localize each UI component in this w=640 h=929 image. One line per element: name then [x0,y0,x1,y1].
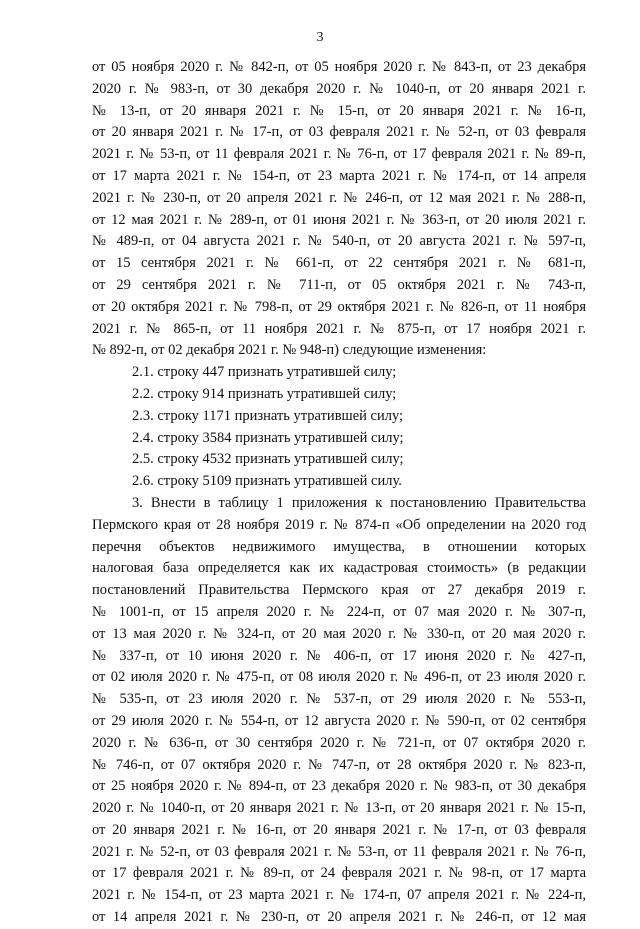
document-body [92,57,586,929]
page-number: 3 [316,30,324,45]
text-line: от 17 февраля 2021 г. № 89-п, от 24 февраля 2021 г. № 98-п, от 17 марта [92,865,586,882]
text-line: № 1001-п, от 15 апреля 2020 г. № 224-п, от 07 мая 2020 г. № 307-п, [92,603,586,620]
text-line: 3. Внести в таблицу 1 приложения к постановлению Правительства [132,494,586,511]
text-line: № 746-п, от 07 октября 2020 г. № 747-п, от 28 октября 2020 г. № 823-п, [92,756,586,773]
text-line: 2021 г. № 52-п, от 03 февраля 2021 г. № 53-п, от 11 февраля 2021 г. № 76-п, [92,843,586,860]
text-line: перечня объектов недвижимого имущества, в отношении которых [92,538,586,555]
text-line: № 489-п, от 04 августа 2021 г. № 540-п, от 20 августа 2021 г. № 597-п, [92,233,586,250]
text-line: Пермского края от 28 ноября 2019 г. № 874-п «Об определении на 2020 год [92,516,586,533]
text-line: от 20 октября 2021 г. № 798-п, от 29 октября 2021 г. № 826-п, от 11 ноября [92,298,586,315]
paragraph-amendments-list [92,57,586,362]
text-line: от 29 июля 2020 г. № 554-п, от 12 августа 2020 г. № 590-п, от 02 сентября [92,712,586,729]
numbered-items [92,362,586,493]
paragraph-item-3 [92,493,586,929]
list-item: 2.6. строку 5109 признать утратившей силу. [132,473,402,490]
list-item: 2.1. строку 447 признать утратившей силу; [132,364,397,381]
text-line: от 25 ноября 2020 г. № 894-п, от 23 декабря 2020 г. № 983-п, от 30 декабря [92,778,586,795]
text-line: от 02 июля 2020 г. № 475-п, от 08 июля 2020 г. № 496-п, от 23 июля 2020 г. [92,669,586,686]
text-line: от 20 января 2021 г. № 17-п, от 03 февраля 2021 г. № 52-п, от 03 февраля [92,124,586,141]
text-line: от 12 мая 2021 г. № 289-п, от 01 июня 2021 г. № 363-п, от 20 июля 2021 г. [92,211,586,228]
text-line: постановлений Правительства Пермского края от 27 декабря 2019 г. [92,582,586,599]
text-line: № 13-п, от 20 января 2021 г. № 15-п, от 20 января 2021 г. № 16-п, [92,102,586,119]
text-line: от 17 марта 2021 г. № 154-п, от 23 марта 2021 г. № 174-п, от 14 апреля [92,167,586,184]
list-item: 2.3. строку 1171 признать утратившей силу; [132,407,404,424]
text-line: налоговая база определяется как их кадастровая стоимость» (в редакции [92,560,586,577]
text-line: 2021 г. № 53-п, от 11 февраля 2021 г. № 76-п, от 17 февраля 2021 г. № 89-п, [92,146,586,163]
text-line: 2021 г. № 865-п, от 11 ноября 2021 г. № 875-п, от 17 ноября 2021 г. [92,320,586,337]
list-item: 2.4. строку 3584 признать утратившей силу; [132,429,404,446]
list-item: 2.5. строку 4532 признать утратившей силу; [132,451,404,468]
text-line: № 535-п, от 23 июля 2020 г. № 537-п, от 29 июля 2020 г. № 553-п, [92,691,586,708]
text-line: от 20 января 2021 г. № 16-п, от 20 января 2021 г. № 17-п, от 03 февраля [92,821,586,838]
list-item: 2.2. строку 914 признать утратившей силу; [132,385,397,402]
text-line: от 14 апреля 2021 г. № 230-п, от 20 апреля 2021 г. № 246-п, от 12 мая [92,909,586,926]
text-line: 2020 г. № 983-п, от 30 декабря 2020 г. № 1040-п, от 20 января 2021 г. [92,80,586,97]
text-line: от 05 ноября 2020 г. № 842-п, от 05 ноября 2020 г. № 843-п, от 23 декабря [92,59,586,75]
text-line: 2021 г. № 230-п, от 20 апреля 2021 г. № 246-п, от 12 мая 2021 г. № 288-п, [92,189,586,206]
text-line: от 13 мая 2020 г. № 324-п, от 20 мая 2020 г. № 330-п, от 20 мая 2020 г. [92,625,586,642]
text-line: № 892-п, от 02 декабря 2021 г. № 948-п) следующие изменения: [92,342,487,359]
text-line: 2021 г. № 154-п, от 23 марта 2021 г. № 174-п, 07 апреля 2021 г. № 224-п, [92,887,586,904]
text-line: 2020 г. № 636-п, от 30 сентября 2020 г. № 721-п, от 07 октября 2020 г. [92,734,586,751]
text-line: от 29 сентября 2021 г. № 711-п, от 05 октября 2021 г. № 743-п, [92,276,586,293]
text-line: 2020 г. № 1040-п, от 20 января 2021 г. № 13-п, от 20 января 2021 г. № 15-п, [92,800,586,817]
text-line: от 15 сентября 2021 г. № 661-п, от 22 сентября 2021 г. № 681-п, [92,255,586,272]
text-line: № 337-п, от 10 июня 2020 г. № 406-п, от 17 июня 2020 г. № 427-п, [92,647,586,664]
